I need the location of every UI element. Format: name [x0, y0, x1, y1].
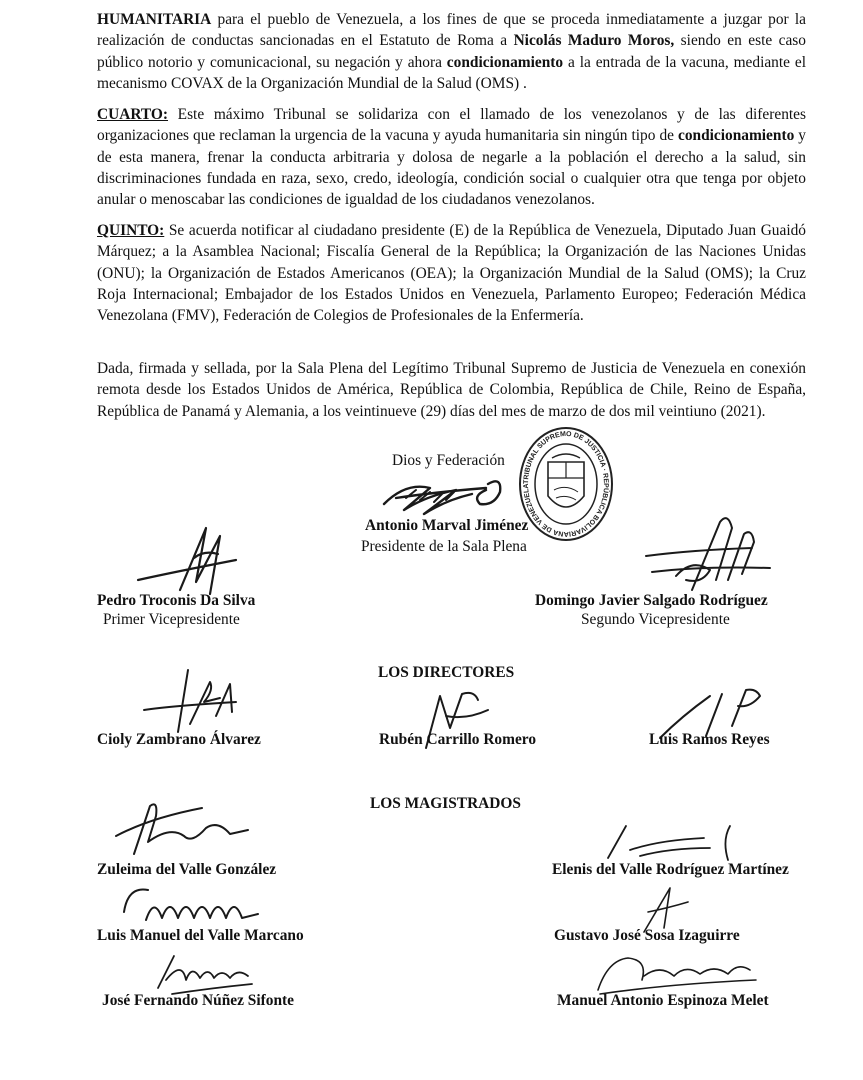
- paragraph-dada: [97, 358, 806, 422]
- director-1-name: Cioly Zambrano Álvarez: [97, 731, 261, 748]
- vp2-name: Domingo Javier Salgado Rodríguez: [535, 592, 768, 609]
- court-seal: [518, 426, 614, 542]
- signature-magistrate-1: [110, 796, 260, 862]
- signature-vp1: [134, 520, 244, 600]
- bold-text: condicionamiento: [446, 53, 564, 71]
- bold-text: HUMANITARIA: [97, 11, 212, 28]
- paragraph-cuarto: [97, 104, 806, 210]
- closing-text: Dios y Federación: [392, 452, 505, 469]
- body-text: a la entrada de la vacuna, mediante el mecanismo COVAX de la Organización Mundial de la Salud (OMS) .: [97, 53, 806, 92]
- body-text: Dada, firmada y sellada, por la Sala Plena del Legítimo Tribunal Supremo de Justicia de Venezuela en conexión remota desde los Estados Unidos de América, República de Colombia, República de Chile, Reino de España, República de Panamá y Alemania, a los veintinueve (29) días del mes de marzo de dos mil veintiuno (2021).: [97, 360, 806, 420]
- president-role: Presidente de la Sala Plena: [361, 538, 527, 555]
- signature-vp2: [632, 510, 782, 602]
- director-2-name: Rubén Carrillo Romero: [379, 731, 537, 748]
- bold-text: condicionamiento: [677, 127, 795, 145]
- section-heading: CUARTO:: [97, 106, 169, 123]
- body-text: y de esta manera, frenar la conducta arbitraria y dolosa de negarle a la población el derecho a la salud, sin discriminaciones fundada en raza, sexo, credo, ideología, condición social o cualquier otra que tenga por objeto anular o menoscabar las condiciones de igualdad de los ciudadanos venezolanos.: [97, 127, 806, 209]
- vp1-name: Pedro Troconis Da Silva: [97, 592, 256, 609]
- magistrate-3-name: Luis Manuel del Valle Marcano: [97, 927, 304, 944]
- signature-president: [376, 474, 526, 522]
- body-text: para el pueblo de Venezuela, a los fines de que se proceda inmediatamente a juzgar por la realización de conductas sancionadas en el Estatuto de Roma a: [97, 11, 806, 50]
- magistrate-5-name: José Fernando Núñez Sifonte: [102, 992, 294, 1009]
- magistrate-6-name: Manuel Antonio Espinoza Melet: [557, 992, 769, 1009]
- body-text: Este máximo Tribunal se solidariza con el llamado de los venezolanos y de las diferentes organizaciones que reclaman la urgencia de la vacuna y ayuda humanitaria sin ningún tipo de: [97, 106, 806, 145]
- director-3-name: Luis Ramos Reyes: [649, 731, 770, 748]
- president-name: Antonio Marval Jiménez: [365, 517, 529, 534]
- magistrate-1-name: Zuleima del Valle González: [97, 861, 277, 878]
- body-text: Se acuerda notificar al ciudadano presidente (E) de la República de Venezuela, Diputado Juan Guaidó Márquez; a la Asamblea Nacional; Fiscalía General de la República; la Organización de las Naciones Unidas (ONU); la Organización de Estados Americanos (OEA); la Organización Mundial de la Salud (OMS); la Cruz Roja Internacional; Embajador de los Estados Unidos en Venezuela, Parlamento Europeo; Federación Médica Venezolana (FMV), Federación de Colegios de Profesionales de la Enfermería.: [97, 222, 806, 325]
- section-heading: QUINTO:: [97, 222, 165, 239]
- magistrate-4-name: Gustavo José Sosa Izaguirre: [554, 927, 740, 944]
- vp2-role: Segundo Vicepresidente: [581, 611, 730, 628]
- paragraph-humanitaria: [97, 9, 806, 94]
- seal-text: TRIBUNAL SUPREMO DE JUSTICIA · REPÚBLICA BOLIVARIANA DE VENEZUELA: [522, 430, 610, 538]
- magistrate-2-name: Elenis del Valle Rodríguez Martínez: [552, 861, 789, 878]
- signature-director-1: [140, 662, 240, 734]
- vp1-role: Primer Vicepresidente: [103, 611, 240, 628]
- directors-heading: LOS DIRECTORES: [378, 664, 515, 681]
- body-text: siendo en este caso público notorio y comunicacional, su negación y ahora: [97, 32, 806, 71]
- magistrates-heading: LOS MAGISTRADOS: [370, 795, 521, 812]
- bold-name: Nicolás Maduro Moros,: [513, 32, 675, 50]
- paragraph-quinto: [97, 220, 806, 326]
